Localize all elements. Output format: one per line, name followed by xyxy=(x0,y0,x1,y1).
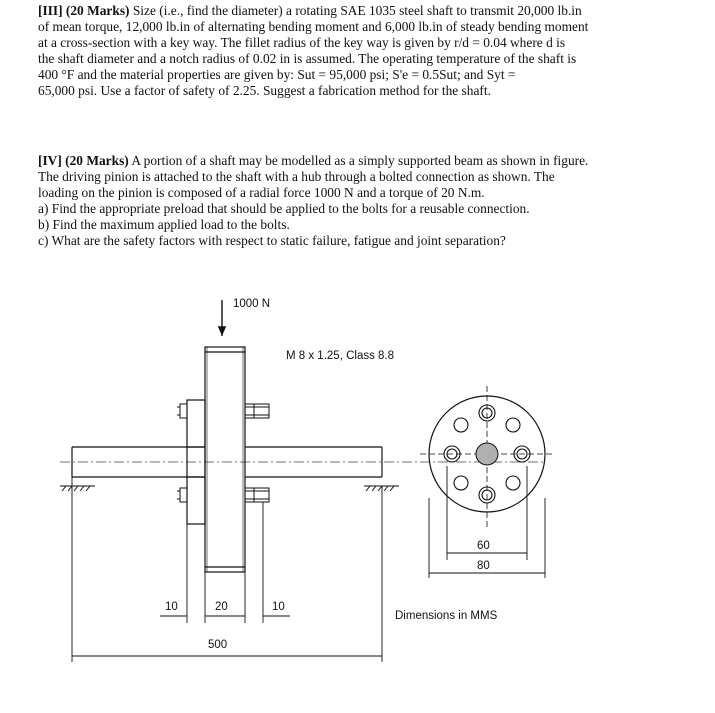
shaft-hole xyxy=(476,443,498,465)
question-3-heading: [III] (20 Marks) xyxy=(38,3,130,18)
bolt-top-side xyxy=(177,404,269,418)
question-3-line-1: Size (i.e., find the diameter) a rotating SAE 1035 steel shaft to transmit 20,000 lb.in xyxy=(129,3,582,18)
question-4-line-1: A portion of a shaft may be modelled as a simply supported beam as shown in figure. xyxy=(128,153,589,168)
pinion xyxy=(205,347,245,572)
question-4-part-c: c) What are the safety factors with respect to static failure, fatigue and joint separation? xyxy=(38,233,506,248)
question-4-line-3: loading on the pinion is composed of a radial force 1000 N and a torque of 20 N.m. xyxy=(38,185,485,200)
dim-500: 500 xyxy=(208,639,228,651)
question-3-line-3: at a cross-section with a key way. The fillet radius of the key way is given by r/d = 0.04 where d is xyxy=(38,35,566,50)
dim-10-left: 10 xyxy=(165,601,178,613)
question-3-line-5: 400 °F and the material properties are given by: Sut = 95,000 psi; S'e = 0.5Sut; and Syt = xyxy=(38,67,516,82)
right-support xyxy=(364,486,399,491)
bolt-bottom-side xyxy=(177,488,269,502)
dim-10-right: 10 xyxy=(272,601,285,613)
bolt-spec-label: M 8 x 1.25, Class 8.8 xyxy=(286,350,395,362)
dim-20: 20 xyxy=(215,601,228,613)
question-4-line-2: The driving pinion is attached to the shaft with a hub through a bolted connection as shown. The xyxy=(38,169,555,184)
units-label: Dimensions in MMS xyxy=(395,610,498,622)
question-3-line-2: of mean torque, 12,000 lb.in of alternating bending moment and 6,000 lb.in of steady bending moment xyxy=(38,19,589,34)
question-4-part-b: b) Find the maximum applied load to the bolts. xyxy=(38,217,290,232)
force-label: 1000 N xyxy=(233,298,271,310)
question-3-line-4: the shaft diameter and a notch radius of 0.02 in is assumed. The operating temperature of the shaft is xyxy=(38,51,577,66)
question-3-line-6: 65,000 psi. Use a factor of safety of 2.25. Suggest a fabrication method for the shaft. xyxy=(38,83,491,98)
dim-80: 80 xyxy=(477,560,490,572)
dimension-lines xyxy=(72,477,382,662)
left-support xyxy=(60,486,95,491)
dim-60: 60 xyxy=(477,540,490,552)
question-4-part-a: a) Find the appropriate preload that should be applied to the bolts for a reusable connection. xyxy=(38,201,530,216)
question-4-heading: [IV] (20 Marks) xyxy=(38,153,129,168)
